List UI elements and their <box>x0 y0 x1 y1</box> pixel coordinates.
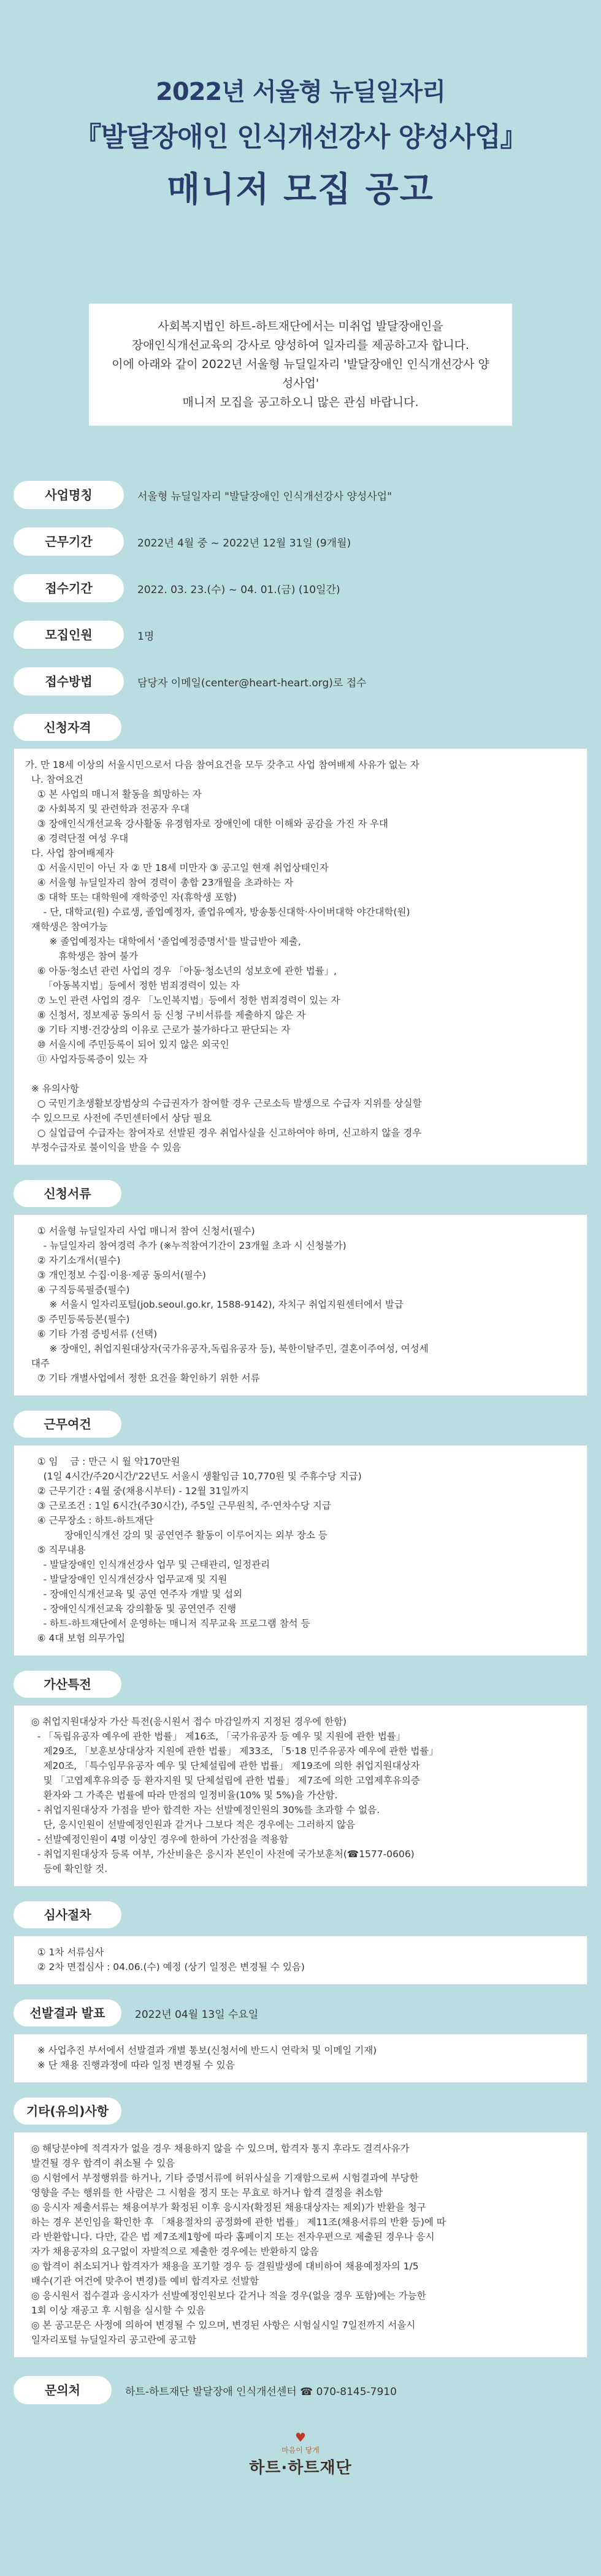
section-title: 선발결과 발표 <box>13 1999 121 2026</box>
section-text: ① 서울형 뉴딜일자리 사업 매니저 참여 신청서(필수) - 뉴딜일자리 참여경력 추가 (※누적참여기간이 23개월 초과 시 신청불가) ② 자기소개서(필수) ③ 개인정보 수집·이용·제공 동의서(필수) ④ 구직등록필증(필수) ※ 서울시 일자리포털(job.seoul.go.kr, 1588-9142), 자치구 취업지원센터에서 발급 ⑤ 주민등록등본(필수) ⑥ 기타 가점 증빙서류 (선택) ※ 장애인, 취업지원대상자(국가유공자,독립유공자 등), 북한이탈주민, 결혼이주여성, 여성세 대주 ⑦ 기타 개별사업에서 정한 요건을 확인하기 위한 서류 <box>31 1225 429 1384</box>
info-value: 2022. 03. 23.(수) ~ 04. 01.(금) (10일간) <box>137 583 340 596</box>
section-title: 신청자격 <box>13 714 121 741</box>
announcement-row <box>13 1999 588 2026</box>
section-text: 가. 만 18세 이상의 서울시민으로서 다음 참여요건을 모두 갖추고 사업 참여배제 사유가 없는 자 나. 참여요건 ① 본 사업의 매니저 활동을 희망하는 자 ② 사회복지 및 관련학과 전공자 우대 ③ 장애인식개선교육 강사활동 유경험자로 장애인에 대한 이해와 공감을 가진 자 우대 ④ 경력단절 여성 우대 다. 사업 참여배제자 ① 서울시민이 아닌 자 ② 만 18세 미만자 ③ 공고일 현재 취업상태인자 ④ 서울형 뉴딜일자리 참여 경력이 총합 23개월을 초과하는 자 ⑤ 대학 또는 대학원에 재학중인 자(휴학생 포함) - 단, 대학교(원) 수료생, 졸업예정자, 졸업유예자, 방송통신대학·사이버대학 야간대학(원) 재학생은 참여가능 ※ 졸업예정자는 대학에서 '졸업예정증명서'를 발급받아 제출, 휴학생은 참여 불가 ⑥ 아동·청소년 관련 사업의 경우 「아동·청소년의 성보호에 관한 법률」, 「아동복지법」등에서 정한 범죄경력이 있는 자 ⑦ 노인 관련 사업의 경우 「노인복지법」등에서 정한 범죄경력이 있는 자 ⑧ 신청서, 정보제공 동의서 등 신청 구비서류를 제출하지 않은 자 ⑨ 기타 지병·건강상의 이유로 근로가 불가하다고 판단되는 자 ⑩ 서울시에 주민등록이 되어 있지 않은 외국인 ⑪ 사업자등록증이 있는 자 ※ 유의사항 ○ 국민기초생활보장법상의 수급권자가 참여할 경우 근로소득 발생으로 수급자 지위를 상실할 수 있으므로 사전에 주민센터에서 상담 필요 ○ 실업급여 수급자는 참여자로 선발된 경우 취업사실을 신고하여야 하며, 신고하지 않을 경우 부정수급자로 불이익을 받을 수 있음 <box>25 759 422 1153</box>
section-title: 가산특전 <box>13 1671 121 1698</box>
info-label: 모집인원 <box>13 621 124 649</box>
section-body <box>13 2034 588 2083</box>
info-label: 근무기간 <box>13 527 124 556</box>
section-eligibility <box>0 714 601 1165</box>
logo-name: 하트·하트재단 <box>249 2459 352 2477</box>
title-line-2: 『발달장애인 인식개선강사 양성사업』 <box>74 121 527 153</box>
intro-text: 사회복지법인 하트-하트재단에서는 미취업 발달장애인을 장애인식개선교육의 강사로 양성하여 일자리를 제공하고자 합니다. 이에 아래와 같이 2022년 서울형 뉴딜일자리 '발달장애인 인식개선강사 양성사업' 매니저 모집을 공고하오니 많은 관심 바랍니다. <box>112 320 489 409</box>
info-row-recruit-count <box>13 621 588 649</box>
section-notes <box>0 2098 601 2358</box>
section-body <box>13 748 588 1165</box>
info-list <box>13 481 588 696</box>
section-body <box>13 1936 588 1985</box>
section-conditions <box>0 1411 601 1656</box>
info-row-work-period <box>13 527 588 556</box>
info-value: 담당자 이메일(center@heart-heart.org)로 접수 <box>137 677 367 689</box>
section-text: ◎ 해당분야에 적격자가 없을 경우 채용하지 않을 수 있으며, 합격자 통지 후라도 결격사유가 발견될 경우 합격이 취소될 수 있음 ◎ 시험에서 부정행위를 하거나, 기타 증명서류에 허위사실을 기재함으로써 시험결과에 부당한 영향을 주는 행위를 한 사람은 그 시험을 정지 또는 무효로 하거나 합격 결정을 취소함 ◎ 응시자 제출서류는 채용여부가 확정된 이후 응시자(확정된 채용대상자는 제외)가 반환을 청구 하는 경우 본인임을 확인한 후 「채용절차의 공정화에 관한 법률」 제11조(채용서류의 반환 등)에 따 라 반환합니다. 다만, 같은 법 제7조제1항에 따라 홈페이지 또는 전자우편으로 제출된 경우나 응시 자가 채용공자의 요구없이 자발적으로 제출한 경우에는 반환하지 않음 ◎ 합격이 취소되거나 합격자가 채용을 포기할 경우 등 결원발생에 대비하여 채용예정자의 1/5 배수(기관 여건에 맞추어 변경)를 예비 합격자로 선발함 ◎ 응시원서 접수결과 응시자가 선발예정인원보다 같거나 적을 경우(없을 경우 포함)에는 가능한 1회 이상 재공고 후 시험을 실시할 수 있음 ◎ 본 공고문은 사정에 의하여 변경될 수 있으며, 변경된 사항은 시험실시일 7일전까지 서울시 일자리포털 뉴딜일자리 공고란에 공고함 <box>31 2143 446 2345</box>
title-line-3: 매니저 모집 공고 <box>167 170 434 210</box>
section-body <box>13 1214 588 1396</box>
heart-icon: ♥ <box>295 2430 306 2445</box>
contact-row <box>13 2376 588 2404</box>
section-text: ① 1차 서류심사 ② 2차 면접심사 : 04.06.(수) 예정 (상기 일정은 변경될 수 있음) <box>37 1947 305 1972</box>
section-text: ※ 사업추진 부서에서 선발결과 개별 통보(신청서에 반드시 연락처 및 이메일 기재) ※ 단 채용 진행과정에 따라 일정 변경될 수 있음 <box>37 2045 377 2071</box>
contact-label: 문의처 <box>13 2376 112 2404</box>
info-label: 접수방법 <box>13 667 124 696</box>
section-body <box>13 1705 588 1887</box>
section-title: 근무여건 <box>13 1411 121 1438</box>
section-title: 심사절차 <box>13 1901 121 1928</box>
title-block <box>0 0 601 212</box>
info-value: 서울형 뉴딜일자리 "발달장애인 인식개선강사 양성사업" <box>137 490 392 503</box>
section-body <box>13 2132 588 2358</box>
section-bonus <box>0 1671 601 1887</box>
info-label: 접수기간 <box>13 574 124 602</box>
intro-box <box>89 304 512 426</box>
info-row-application-period <box>13 574 588 602</box>
section-screening <box>0 1901 601 1985</box>
info-row-project-name <box>13 481 588 509</box>
foundation-logo <box>0 2430 601 2478</box>
info-label: 사업명칭 <box>13 481 124 509</box>
logo-tagline: 마음이 닿게 <box>281 2446 320 2455</box>
section-text: ◎ 취업지원대상자 가산 특전(응시원서 접수 마감일까지 지정된 경우에 한함) - 「독립유공자 예우에 관한 법률」 제16조, 「국가유공자 등 예우 및 지원에 관한 법률」 제29조, 「보훈보상대상자 지원에 관한 법률」 제33조, 「5·18 민주유공자 예우에 관한 법률」 제20조, 「특수임무유공자 예우 및 단체설립에 관한 법률」 제19조에 의한 취업지원대상자 및 「고엽제후유의증 등 환자지원 및 단체설립에 관한 법률」 제7조에 의한 고엽제후유의증 환자와 그 가족은 법률에 따라 만점의 일정비율(10% 및 5%)을 가산함. - 취업지원대상자 가점을 받아 합격한 자는 선발예정인원의 30%를 초과할 수 없음. 단, 응시인원이 선발예정인원과 같거나 그보다 적은 경우에는 그러하지 않음 - 선발예정인원이 4명 이상인 경우에 한하여 가산점을 적용함 - 취업지원대상자 등록 여부, 가산비율은 응시자 본인이 사전에 국가보훈처(☎1577-0606) 등에 확인할 것. <box>31 1716 438 1874</box>
section-documents <box>0 1180 601 1396</box>
section-announcement <box>0 1999 601 2083</box>
announcement-date: 2022년 04월 13일 수요일 <box>135 2008 259 2021</box>
info-value: 1명 <box>137 630 155 643</box>
info-row-application-method <box>13 667 588 696</box>
section-body <box>13 1445 588 1656</box>
section-title: 기타(유의)사항 <box>13 2098 121 2125</box>
contact-value: 하트-하트재단 발달장애 인식개선센터 ☎ 070-8145-7910 <box>125 2385 397 2398</box>
section-title: 신청서류 <box>13 1180 121 1207</box>
info-value: 2022년 4월 중 ~ 2022년 12월 31일 (9개월) <box>137 537 351 550</box>
title-line-1: 2022년 서울형 뉴딜일자리 <box>156 78 445 106</box>
section-text: ① 임 금 : 만근 시 월 약170만원 (1일 4시간/주20시간/'22년도 서울시 생활임금 10,770원 및 주휴수당 지급) ② 근무기간 : 4월 중(채용시부터) - 12월 31일까지 ③ 근로조건 : 1일 6시간(주30시간), 주5일 근무원칙, 주·연차수당 지급 ④ 근무장소 : 하트-하트재단 장애인식개선 강의 및 공연연주 활동이 이루어지는 외부 장소 등 ⑤ 직무내용 - 발달장애인 인식개선강사 업무 및 근태관리, 일정관리 - 발달장애인 인식개선강사 업무교재 및 지원 - 장애인식개선교육 및 공연 연주자 개발 및 섭외 - 장애인식개선교육 강의활동 및 공연연주 진행 - 하트-하트재단에서 운영하는 매니저 직무교육 프로그램 참석 등 ⑥ 4대 보험 의무가입 <box>37 1456 362 1644</box>
